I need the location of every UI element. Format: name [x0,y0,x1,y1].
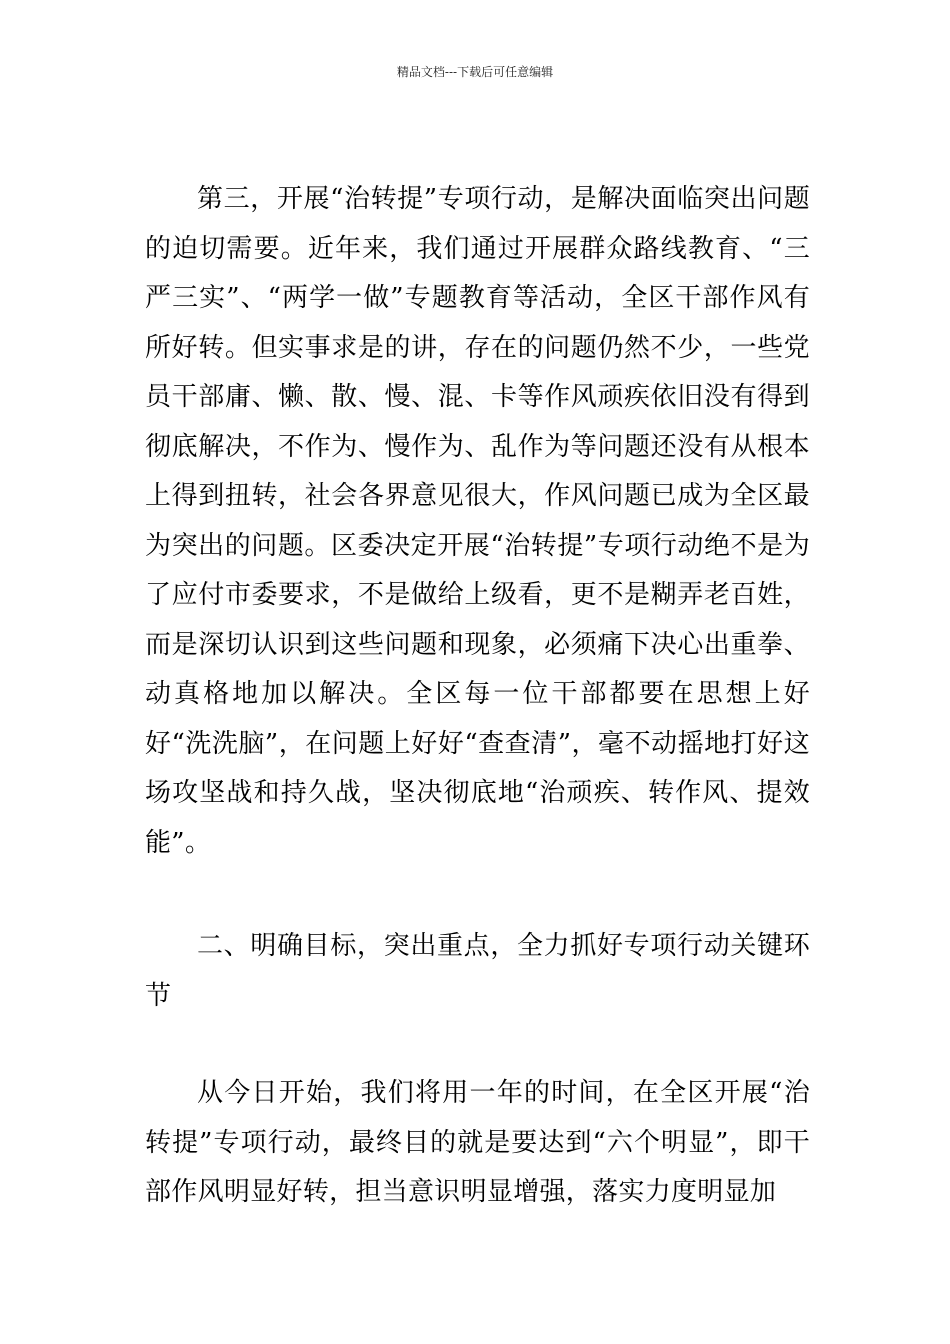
paragraph-third-point: 第三，开展“治转提”专项行动，是解决面临突出问题的迫切需要。近年来，我们通过开展群众路线教育、“三严三实”、“两学一做”专题教育等活动，全区干部作风有所好转。但实事求是的讲，存在的问题仍然不少，一些党员干部庸、懒、散、慢、混、卡等作风顽疾依旧没有得到彻底解决，不作为、慢作为、乱作为等问题还没有从根本上得到扭转，社会各界意见很大，作风问题已成为全区最为突出的问题。区委决定开展“治转提”专项行动绝不是为了应付市委要求，不是做给上级看，更不是糊弄老百姓，而是深切认识到这些问题和现象，必须痛下决心出重拳、动真格地加以解决。全区每一位干部都要在思想上好好“洗洗脑”，在问题上好好“查查清”，毫不动摇地打好这场攻坚战和持久战，坚决彻底地“治顽疾、转作风、提效能”。 [145,184,810,858]
paragraph-goals: 从今日开始，我们将用一年的时间，在全区开展“治转提”专项行动，最终目的就是要达到“六个明显”，即干部作风明显好转，担当意识明显增强，落实力度明显加 [145,1078,810,1207]
section-heading-two: 二、明确目标，突出重点，全力抓好专项行动关键环节 [145,931,810,1011]
page-header: 精品文档---下载后可任意编辑 [396,65,554,79]
